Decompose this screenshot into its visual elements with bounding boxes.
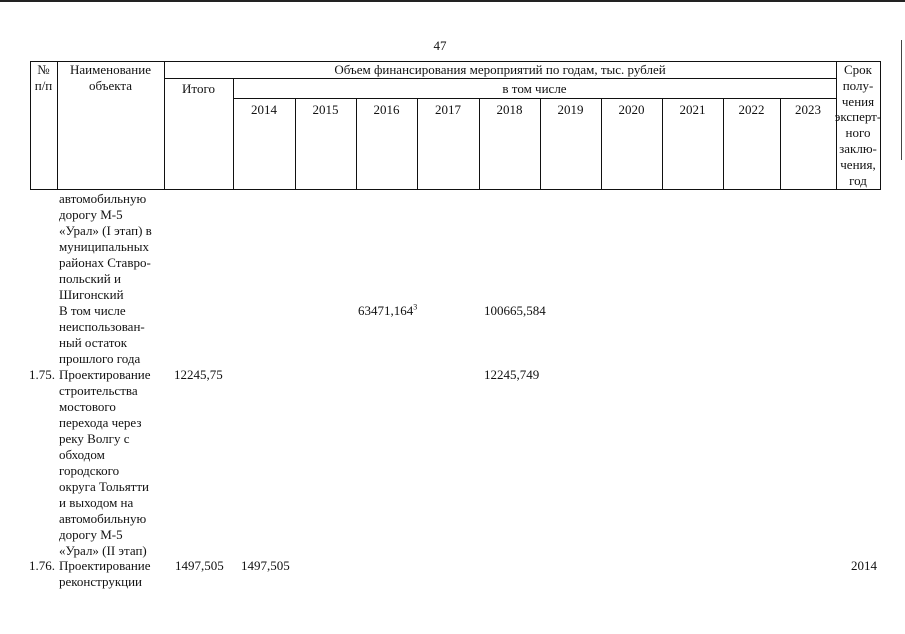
header-year: 2014 [251, 102, 277, 117]
header-year: 2022 [738, 102, 765, 117]
header-year: 2016 [373, 102, 400, 117]
header-year: 2017 [435, 102, 461, 117]
row-number: 1.75. [29, 367, 55, 382]
unused-balance-name: В том числе неиспользован- ный остаток прошлого года [59, 303, 145, 366]
header-total: Итого [182, 81, 215, 96]
footnote-marker: 3 [413, 302, 418, 312]
row-175-name: Проектирование строительства мостового перехода через реку Волгу с обходом городского округа Тольятти и выходом на автомобильную дорогу М-5 «Урал» (II этап) [59, 367, 151, 558]
header-no: № п/п [34, 62, 53, 93]
unused-2018-value: 100665,584 [484, 303, 546, 318]
header-year: 2018 [496, 102, 523, 117]
header-object-name: Наименование объекта [70, 62, 151, 93]
right-edge-mark [901, 40, 902, 160]
page-number: 47 [433, 38, 447, 53]
row-number: 1.76. [29, 558, 55, 573]
top-border-line [0, 0, 905, 2]
row-176-term: 2014 [851, 558, 877, 573]
header-year: 2023 [795, 102, 821, 117]
header-year: 2021 [679, 102, 706, 117]
header-expert-term: Срок полу- чения эксперт- ного заклю- чения, год [834, 62, 882, 188]
row-175-total: 12245,75 [174, 367, 223, 382]
header-year: 2019 [557, 102, 584, 117]
table-header [30, 61, 881, 190]
row-176-total: 1497,505 [175, 558, 224, 573]
row-175-2018: 12245,749 [484, 367, 540, 382]
row-176-2014: 1497,505 [241, 558, 290, 573]
header-year: 2015 [312, 102, 339, 117]
header-year: 2020 [618, 102, 645, 117]
row-176-name: Проектирование реконструкции [59, 558, 151, 589]
continued-object-name: автомобильную дорогу М-5 «Урал» (I этап) в муниципальных районах Ставро- польский и Шигонский [59, 191, 152, 302]
header-including: в том числе [502, 81, 567, 96]
header-financing-title: Объем финансирования мероприятий по годам, тыс. рублей [334, 62, 666, 77]
unused-2016-value: 63471,164$^3$ [358, 302, 418, 318]
